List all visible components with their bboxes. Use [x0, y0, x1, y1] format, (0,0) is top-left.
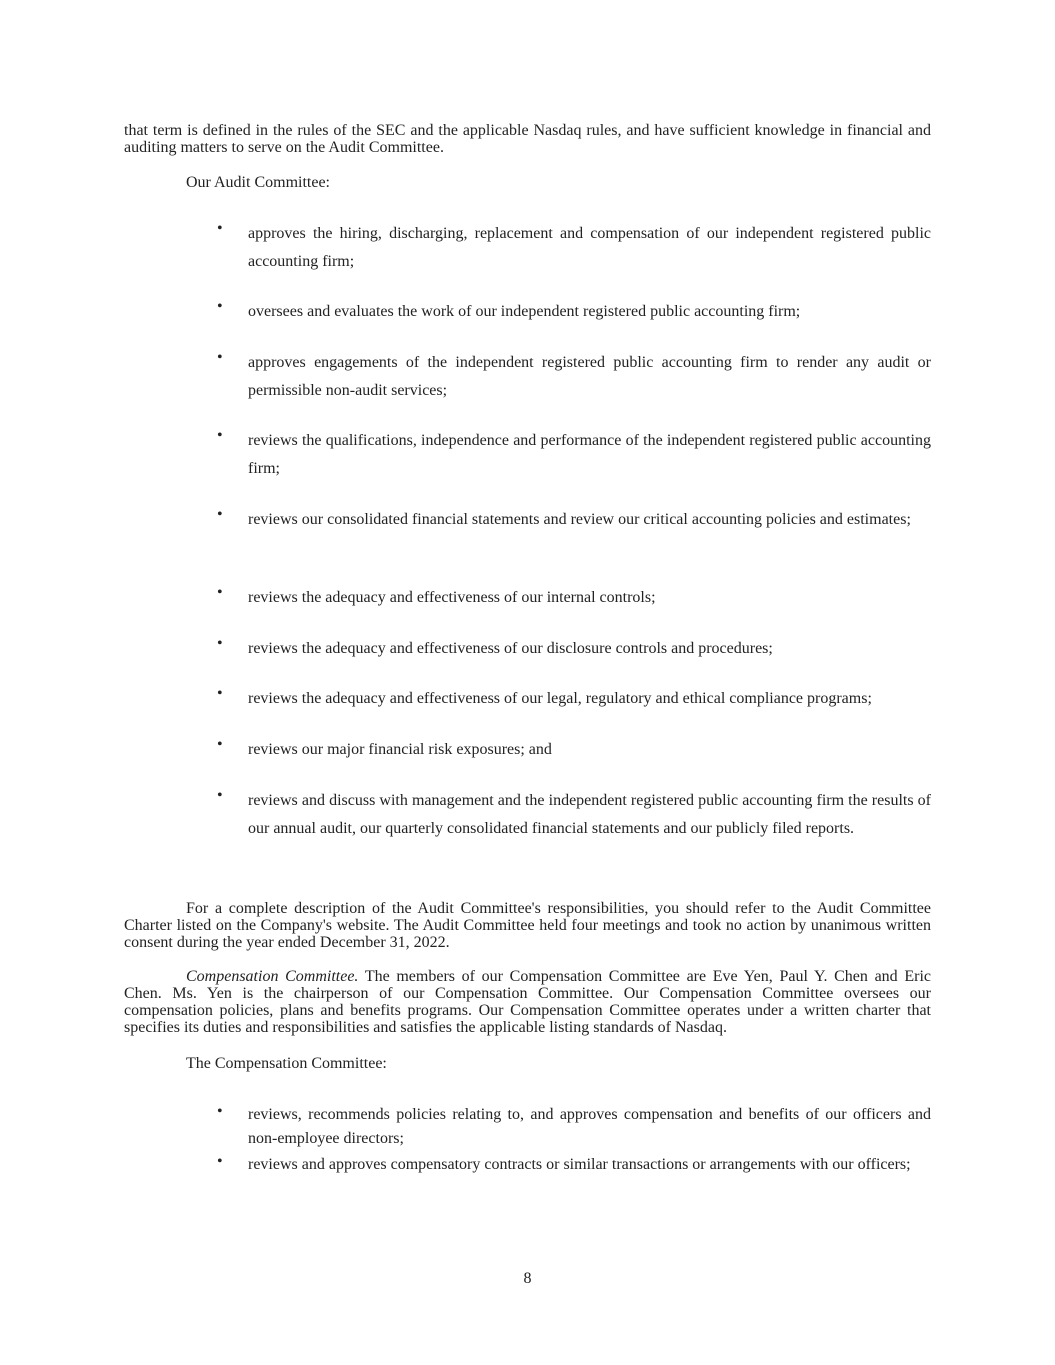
compensation-paragraph — [124, 968, 931, 1036]
bullet-icon: • — [217, 685, 223, 702]
audit-duty-text: approves engagements of the independent registered public accounting firm to render any audit or permissible non-audit services; — [248, 354, 931, 399]
audit-duty-text: reviews and discuss with management and the independent registered public accounting firm the results of our annual audit, our quarterly consolidated financial statements and our publicly filed reports. — [248, 792, 931, 837]
bullet-icon: • — [217, 584, 223, 601]
page-number: 8 — [523, 1270, 532, 1287]
bullet-icon: • — [217, 220, 223, 237]
audit-duty-item — [217, 298, 931, 326]
audit-duty-text: reviews the adequacy and effectiveness of our internal controls; — [248, 589, 656, 606]
intro-paragraph: that term is defined in the rules of the SEC and the applicable Nasdaq rules, and have sufficient knowledge in financial and auditing matters to serve on the Audit Committee. — [124, 122, 931, 156]
bullet-icon: • — [217, 427, 223, 444]
audit-duty-text: reviews the adequacy and effectiveness of our legal, regulatory and ethical compliance programs; — [248, 690, 872, 707]
compensation-text: The members of our Compensation Committee are Eve Yen, Paul Y. Chen and Eric Chen. Ms. Yen is the chairperson of our Compensation Committee. Our Compensation Committee oversees our compensation policies, plans and benefits programs. Our Compensation Committee operates under a written charter that specifies its duties and responsibilities and satisfies the applicable listing standards of Nasdaq. — [124, 968, 931, 1036]
audit-duty-item — [217, 736, 931, 764]
audit-duty-item — [217, 427, 931, 483]
bullet-icon: • — [217, 298, 223, 315]
audit-duty-item — [217, 220, 931, 276]
audit-duty-item — [217, 685, 931, 713]
compensation-committee-lead: The Compensation Committee: — [186, 1055, 387, 1072]
audit-duty-text: reviews our consolidated financial statements and review our critical accounting policies and estimates; — [248, 511, 911, 528]
audit-committee-lead: Our Audit Committee: — [186, 174, 330, 191]
compensation-duty-text: reviews and approves compensatory contracts or similar transactions or arrangements with our officers; — [248, 1156, 911, 1173]
audit-charter-text: For a complete description of the Audit Committee's responsibilities, you should refer to the Audit Committee Charter listed on the Company's website. The Audit Committee held four meetings and took no action by unanimous written consent during the year ended December 31, 2022. — [124, 900, 931, 951]
audit-duty-item — [217, 787, 931, 843]
bullet-icon: • — [217, 787, 223, 804]
audit-duty-text: approves the hiring, discharging, replacement and compensation of our independent registered public accounting firm; — [248, 225, 931, 270]
audit-duty-item — [217, 506, 931, 534]
bullet-icon: • — [217, 1153, 223, 1170]
audit-duty-item — [217, 635, 931, 663]
audit-duty-text: reviews the adequacy and effectiveness of our disclosure controls and procedures; — [248, 640, 773, 657]
bullet-icon: • — [217, 736, 223, 753]
compensation-heading: Compensation Committee. — [186, 968, 359, 985]
audit-duty-text: oversees and evaluates the work of our independent registered public accounting firm; — [248, 303, 801, 320]
bullet-icon: • — [217, 349, 223, 366]
audit-duty-text: reviews the qualifications, independence and performance of the independent registered public accounting firm; — [248, 432, 931, 477]
audit-charter-paragraph — [124, 900, 931, 951]
compensation-duty-text: reviews, recommends policies relating to, and approves compensation and benefits of our officers and non-employee directors; — [248, 1106, 931, 1147]
compensation-duty-item — [217, 1153, 931, 1177]
audit-duty-text: reviews our major financial risk exposures; and — [248, 741, 552, 758]
audit-duty-item — [217, 584, 931, 612]
bullet-icon: • — [217, 1103, 223, 1120]
bullet-icon: • — [217, 506, 223, 523]
audit-duty-item — [217, 349, 931, 405]
compensation-duty-item — [217, 1103, 931, 1151]
bullet-icon: • — [217, 635, 223, 652]
